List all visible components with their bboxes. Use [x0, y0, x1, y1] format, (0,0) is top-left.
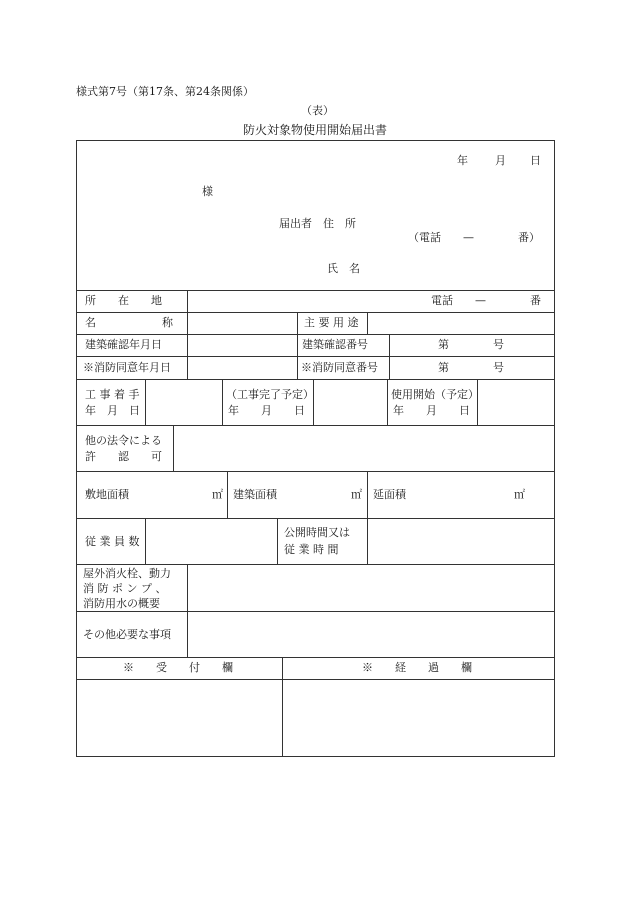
building-confirm-no-value: 第 号	[438, 338, 504, 351]
site-area-unit: ㎡	[212, 488, 223, 501]
fire-consent-no-value: 第 号	[438, 361, 504, 374]
notifier-address-label: 届出者 住 所	[279, 217, 356, 230]
fire-consent-no-label: ※消防同意番号	[301, 361, 378, 374]
fire-consent-date-label: ※消防同意年月日	[83, 361, 171, 374]
form-number: 様式第7号（第17条、第24条関係）	[76, 85, 254, 98]
side-label: （表）	[301, 104, 334, 117]
form-title: 防火対象物使用開始届出書	[243, 123, 388, 137]
notifier-phone: （電話 — 番）	[408, 231, 540, 244]
hours-label-sub: 従 業 時 間	[284, 543, 339, 556]
location-phone: 電話 — 番	[431, 294, 541, 307]
date-month: 月	[495, 154, 506, 167]
building-area-label: 建築面積	[233, 488, 277, 501]
hydrant-label-3: 消防用水の概要	[83, 597, 160, 610]
floor-area-unit: ㎡	[514, 488, 525, 501]
location-label: 所 在 地	[85, 294, 162, 307]
building-area-unit: ㎡	[351, 488, 362, 501]
hydrant-label: 屋外消火栓、動力	[83, 567, 171, 580]
main-use-label: 主 要 用 途	[304, 316, 359, 329]
site-area-label: 敷地面積	[85, 488, 129, 501]
floor-area-label: 延面積	[373, 488, 406, 501]
other-items-label: その他必要な事項	[83, 628, 171, 641]
notifier-name-label: 氏 名	[327, 262, 360, 275]
addressee-suffix: 様	[202, 185, 213, 198]
construction-start-label-sub: 年 月 日	[85, 404, 140, 417]
building-confirm-no-label: 建築確認番号	[302, 338, 368, 351]
other-law-label-sub: 許 認 可	[85, 450, 162, 463]
construction-start-label: 工 事 着 手	[85, 388, 140, 401]
construction-end-label-sub: 年 月 日	[228, 404, 305, 417]
hydrant-label-2: 消 防 ポ ン プ 、	[83, 582, 167, 595]
name-label: 名 称	[85, 316, 173, 329]
progress-label: ※ 経 過 欄	[362, 661, 472, 674]
date-year: 年	[457, 154, 468, 167]
use-start-label: 使用開始（予定）	[391, 388, 479, 401]
use-start-label-sub: 年 月 日	[393, 404, 470, 417]
construction-end-label: （工事完了予定）	[226, 388, 314, 401]
employees-label: 従 業 員 数	[85, 535, 140, 548]
form-table	[76, 140, 555, 757]
building-confirm-date-label: 建築確認年月日	[85, 338, 162, 351]
reception-label: ※ 受 付 欄	[123, 661, 233, 674]
date-day: 日	[530, 154, 541, 167]
other-law-label: 他の法令による	[85, 434, 162, 447]
hours-label: 公開時間又は	[284, 526, 350, 539]
